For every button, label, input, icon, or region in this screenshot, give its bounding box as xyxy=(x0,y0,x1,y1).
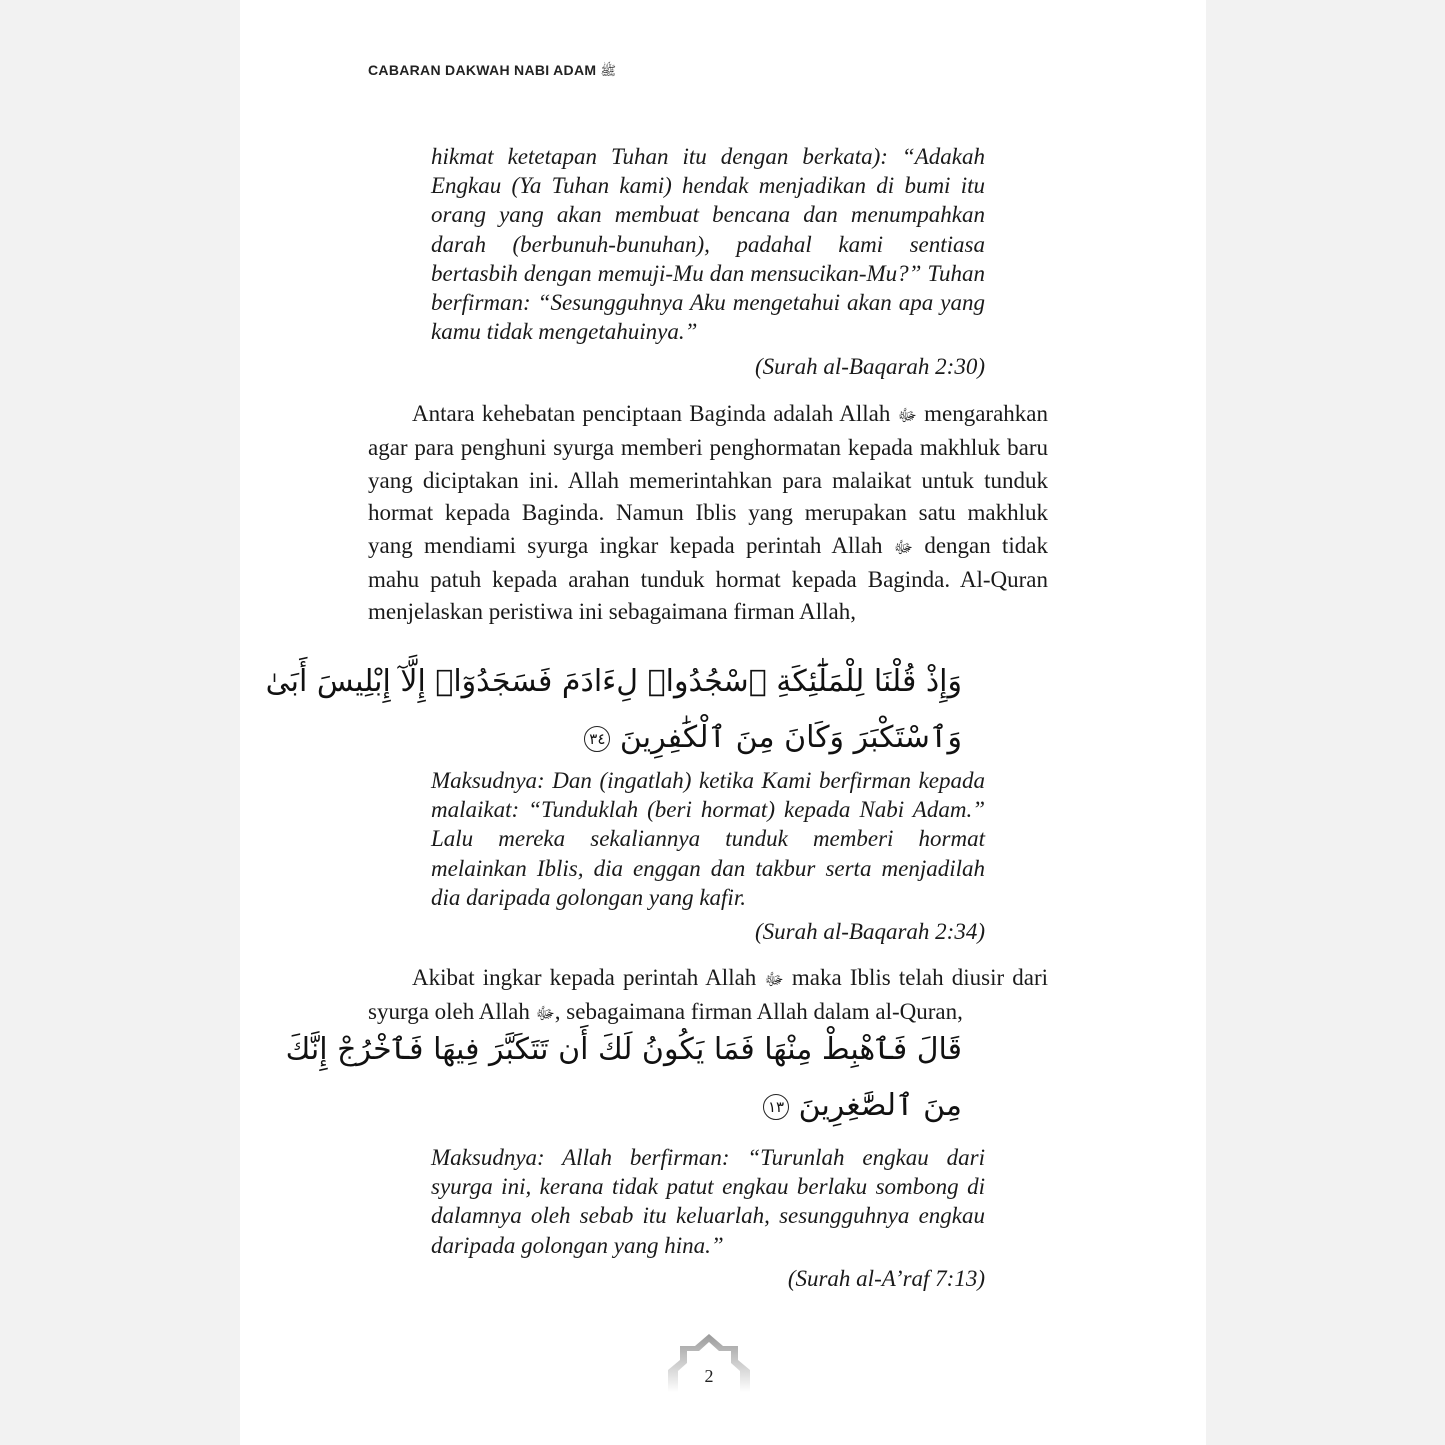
citation-3: (Surah al-A’raf 7:13) xyxy=(787,1266,985,1291)
para1-text-a: Antara kehebatan penciptaan Baginda adalah Allah xyxy=(412,401,891,426)
quran-verse-1-line-1: وَإِذْ قُلْنَا لِلْمَلَٰٓئِكَةِ ٱسْجُدُوا۟ لِءَادَمَ فَسَجَدُوٓا۟ إِلَّآ إِبْلِيسَ أَبَىٰ xyxy=(265,664,962,699)
honorific-glyph: ﷺ xyxy=(600,64,617,79)
running-header xyxy=(368,62,616,82)
citation-1: (Surah al-Baqarah 2:30) xyxy=(755,354,985,379)
quran-verse-1-line-2 xyxy=(262,720,962,755)
allah-swt-glyph: ﷻ xyxy=(764,970,784,990)
citation-2: (Surah al-Baqarah 2:34) xyxy=(755,919,985,944)
para2-text-b: maka Iblis telah diusir dari syurga oleh Allah xyxy=(368,965,1049,1025)
verse-number-marker: ١٣ xyxy=(763,1094,789,1120)
para1-text-b: mengarahkan agar para penghuni syurga memberi penghormatan kepada makhluk baru yang diciptakan ini. Allah memerintahkan para malaikat untuk tunduk hormat kepada Baginda. Namun Iblis yang merupakan satu makhluk yang mendiami syurga ingkar kepada perintah Allah xyxy=(368,401,1049,558)
para2-text-c: , sebagaimana firman Allah dalam al-Quran, xyxy=(554,999,963,1025)
quote-translation-2: Maksudnya: Dan (ingatlah) ketika Kami berfirman kepada malaikat: “Tunduklah (beri hormat) kepada Nabi Adam.” Lalu mereka sekaliannya tunduk memberi hormat melainkan Iblis, dia enggan dan takbur serta menjadilah dia daripada golongan yang kafir. xyxy=(431,768,985,910)
quote-translation-1: hikmat ketetapan Tuhan itu dengan berkata): “Adakah Engkau (Ya Tuhan kami) hendak menjadikan di bumi itu orang yang akan membuat bencana dan menumpahkan darah (berbunuh-bunuhan), padahal kami sentiasa bertasbih dengan memuji-Mu dan mensucikan-Mu?” Tuhan berfirman: “Sesungguhnya Aku mengetahui akan apa yang kamu tidak mengetahuinya.” xyxy=(431,144,985,345)
para1-text-c: dengan tidak mahu patuh kepada arahan tunduk hormat kepada Baginda. Al-Quran menjelaskan peristiwa ini sebagaimana firman Allah, xyxy=(368,532,1049,625)
quran-verse-2-line-2-text: مِنَ ٱلصَّٰغِرِينَ xyxy=(798,1088,962,1123)
para2-text-a: Akibat ingkar kepada perintah Allah xyxy=(412,965,757,990)
allah-swt-glyph: ﷻ xyxy=(893,537,913,558)
allah-swt-glyph: ﷻ xyxy=(897,406,917,426)
quote-translation-3: Maksudnya: Allah berfirman: “Turunlah engkau dari syurga ini, kerana tidak patut engkau berlaku sombong di dalamnya oleh sebab itu keluarlah, sesungguhnya engkau daripada golongan yang hina.” xyxy=(431,1145,985,1258)
quran-verse-1-line-2-text: وَٱسْتَكْبَرَ وَكَانَ مِنَ ٱلْكَٰفِرِينَ xyxy=(619,720,962,755)
quran-verse-2-line-1: قَالَ فَٱهْبِطْ مِنْهَا فَمَا يَكُونُ لَكَ أَن تَتَكَبَّرَ فِيهَا فَٱخْرُجْ إِنَّكَ xyxy=(285,1032,962,1067)
running-title: CABARAN DAKWAH NABI ADAM xyxy=(368,62,597,78)
allah-swt-glyph: ﷻ xyxy=(535,1004,555,1025)
body-paragraph-2 xyxy=(368,962,1048,1031)
book-page xyxy=(240,0,1206,1445)
body-paragraph-1 xyxy=(368,398,1048,629)
quran-verse-2-line-2 xyxy=(262,1088,962,1123)
verse-number-marker: ٣٤ xyxy=(584,726,610,752)
page-number: 2 xyxy=(704,1366,714,1386)
